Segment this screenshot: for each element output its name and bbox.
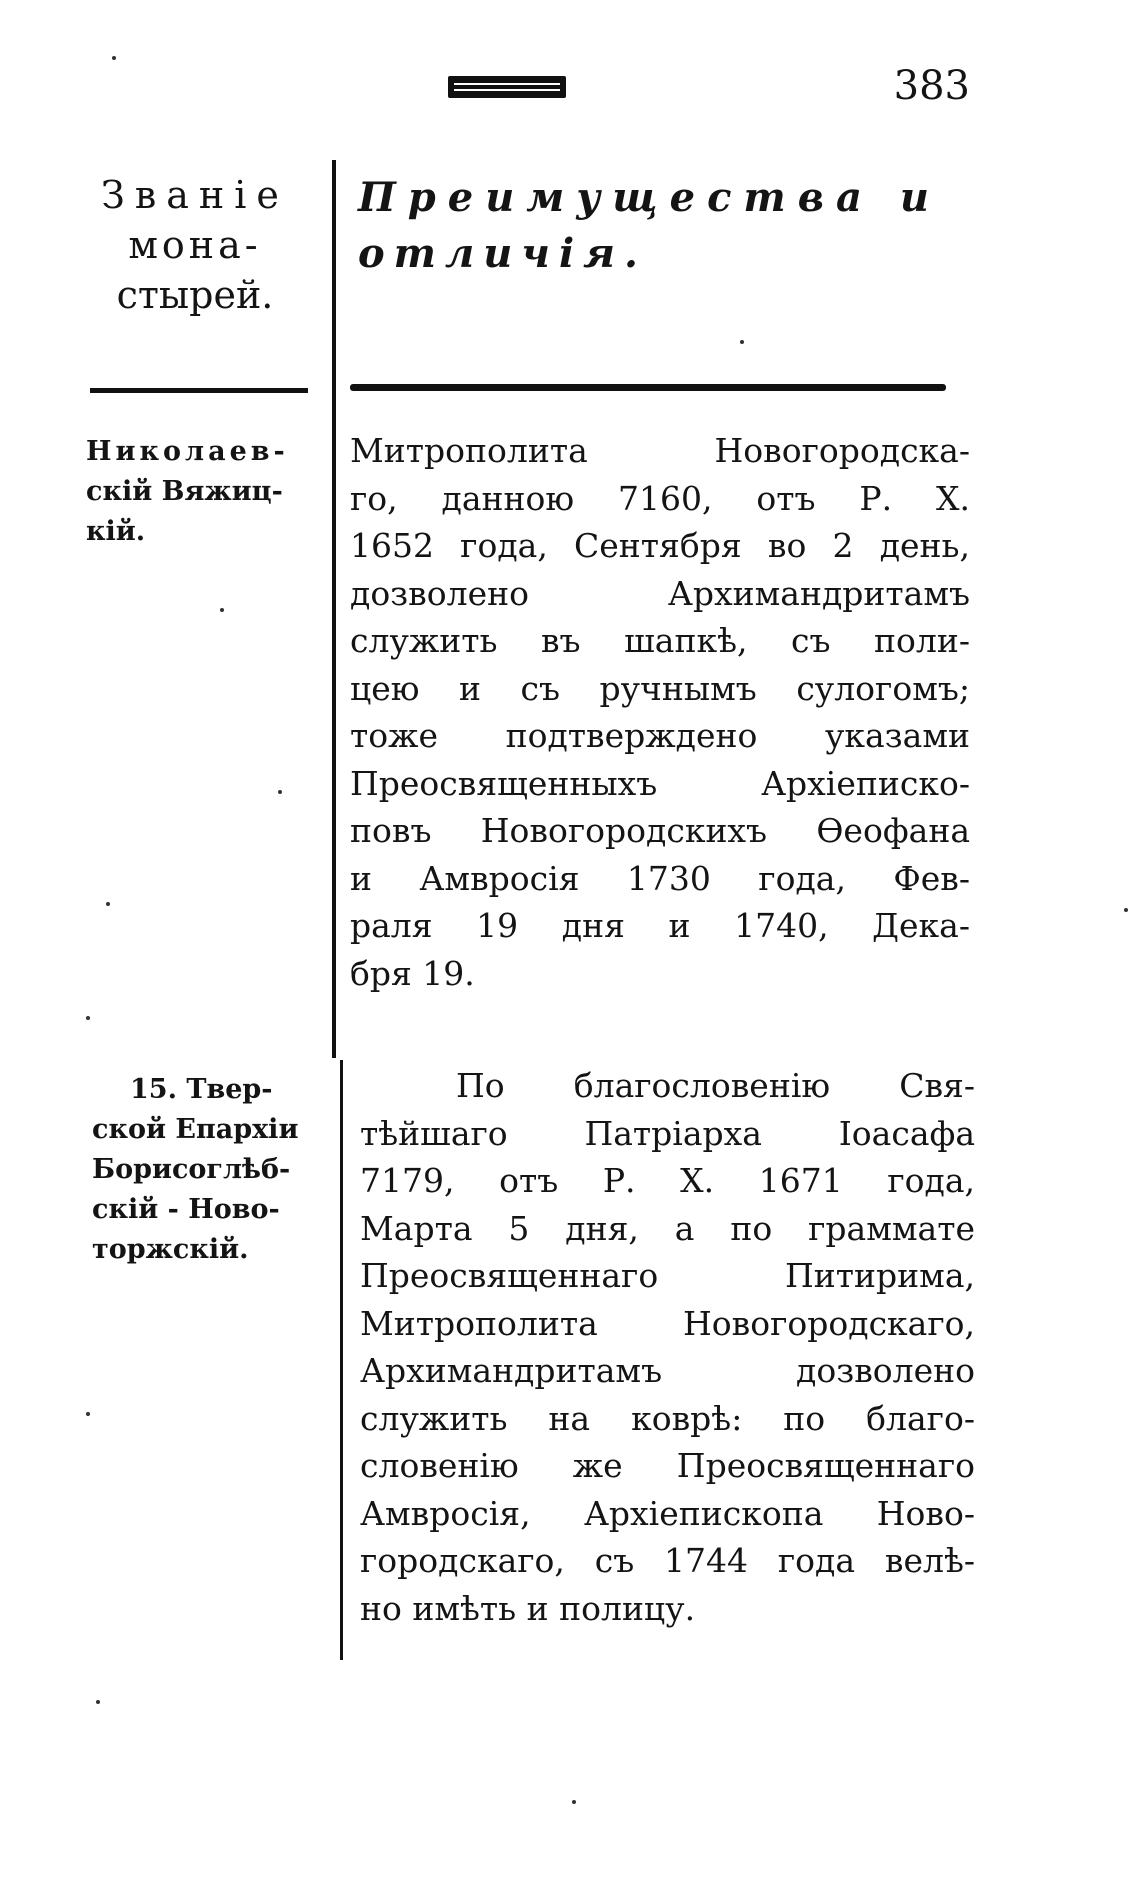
text-line: Амвросія, Архіепископа Ново- — [360, 1493, 975, 1533]
page-number: 383 — [893, 63, 970, 109]
text-line: скій Вяжиц- — [86, 476, 283, 507]
text-line: ской Епархіи — [92, 1114, 299, 1145]
scan-speck — [86, 1016, 90, 1020]
heading-line: Преимущества и — [358, 174, 941, 221]
privilege-text — [350, 427, 970, 997]
text-line: Преосвященнаго Питирима, — [360, 1256, 975, 1295]
text-line: Марта 5 дня, а по граммате — [360, 1208, 975, 1248]
text-line: тѣйшаго Патріарха Іоасафа — [360, 1113, 975, 1153]
heading-rule-left — [90, 388, 308, 393]
privilege-text — [360, 1062, 975, 1632]
text-line: Преосвященныхъ Архіеписко- — [350, 763, 970, 803]
scan-speck — [572, 1800, 576, 1804]
text-line: По благословенію Свя- — [456, 1066, 975, 1105]
text-line: 15. Твер- — [130, 1074, 273, 1105]
text-line: тоже подтверждено указами — [350, 716, 970, 755]
header-ornament — [448, 76, 566, 98]
heading-line: стырей. — [116, 273, 274, 317]
text-line: кій. — [86, 516, 146, 547]
heading-line: мона- — [128, 223, 262, 267]
monastery-name — [86, 432, 336, 552]
text-line: 7179, отъ Р. Х. 1671 года, — [360, 1161, 975, 1200]
scan-speck — [106, 902, 110, 906]
scan-speck — [86, 1412, 90, 1416]
text-line: Архимандритамъ дозволено — [360, 1351, 975, 1390]
column-divider — [332, 160, 336, 1058]
text-line: но имѣть и полицу. — [360, 1588, 696, 1628]
column-heading-monastery-rank — [70, 170, 320, 320]
text-line: цею и съ ручнымъ сулогомъ; — [350, 668, 970, 708]
heading-line: отличія. — [358, 230, 647, 277]
scan-speck — [220, 608, 224, 612]
heading-rule-right — [350, 384, 946, 391]
scan-speck — [112, 56, 116, 60]
text-line: повъ Новогородскихъ Өеофана — [350, 811, 970, 850]
text-line: раля 19 дня и 1740, Дека- — [350, 906, 970, 945]
text-line: торжскій. — [92, 1234, 249, 1265]
text-line: 1652 года, Сентября во 2 день, — [350, 526, 970, 565]
column-divider — [340, 1060, 343, 1660]
scan-speck — [1124, 908, 1128, 912]
text-line: служить въ шапкѣ, съ поли- — [350, 621, 970, 660]
text-line: дозволено Архимандритамъ — [350, 573, 970, 613]
heading-line: Званіе — [101, 173, 289, 217]
text-line: служить на коврѣ: по благо- — [360, 1398, 975, 1438]
text-line: бря 19. — [350, 953, 475, 993]
text-line: Митрополита Новогородска- — [350, 431, 970, 470]
text-line: и Амвросія 1730 года, Фев- — [350, 858, 970, 898]
text-line: скій - Ново- — [92, 1194, 280, 1225]
scan-speck — [96, 1700, 100, 1704]
text-line: городскаго, съ 1744 года велѣ- — [360, 1541, 975, 1580]
monastery-name — [92, 1070, 332, 1270]
text-line: Николаев- — [86, 436, 289, 467]
column-heading-privileges — [358, 170, 978, 282]
text-line: го, данною 7160, отъ Р. Х. — [350, 478, 970, 518]
scan-speck — [278, 790, 282, 794]
scan-speck — [740, 340, 744, 344]
text-line: Митрополита Новогородскаго, — [360, 1303, 975, 1343]
text-line: Борисоглѣб- — [92, 1154, 291, 1185]
text-line: словенію же Преосвященнаго — [360, 1446, 975, 1485]
